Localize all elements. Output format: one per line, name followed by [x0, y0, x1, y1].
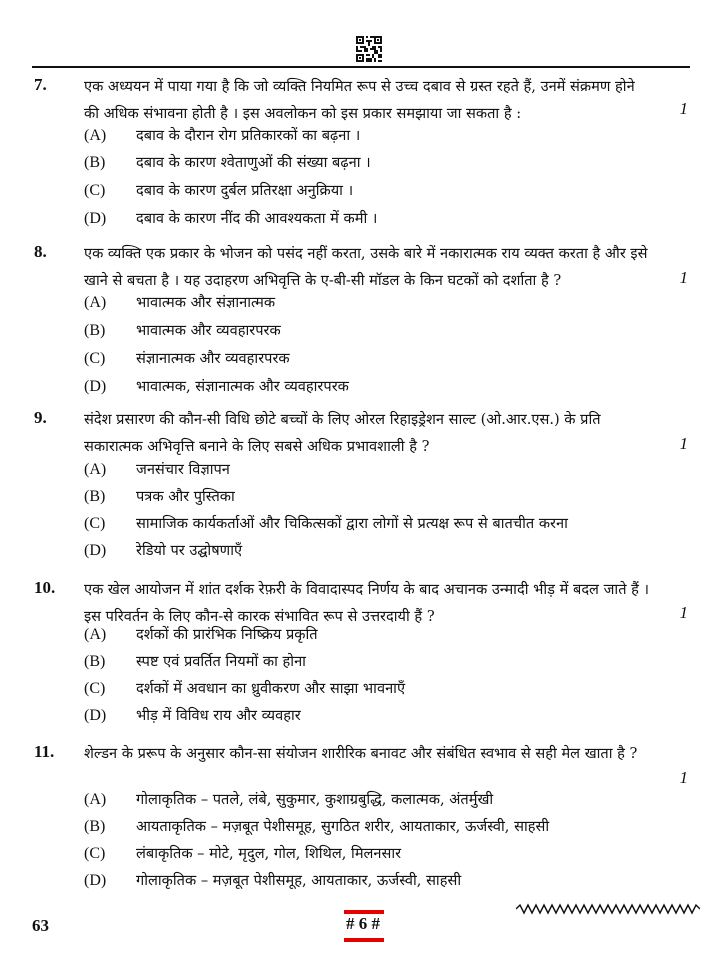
option-text: दबाव के दौरान रोग प्रतिकारकों का बढ़ना । [136, 127, 361, 144]
option-label: (B) [84, 154, 106, 171]
option-c [84, 181, 353, 201]
option-text: दबाव के कारण दुर्बल प्रतिरक्षा अनुक्रिया । [136, 182, 354, 199]
question-marks: 1 [679, 768, 688, 787]
option-label: (C) [84, 515, 106, 532]
option-label: (A) [84, 294, 107, 311]
option-a [84, 293, 275, 313]
option-text: पत्रक और पुस्तिका [136, 488, 235, 505]
question-stem: एक व्यक्ति एक प्रकार के भोजन को पसंद नहीं करता, उसके बारे में नकारात्मक राय व्यक्त करता है और इसे खाने से बचता है । यह उदाहरण अभिवृत्ति के ए-बी-सी मॉडल के किन घटकों को दर्शाता है ? [84, 245, 648, 289]
option-a [84, 126, 360, 146]
option-label: (D) [84, 707, 107, 724]
option-a [84, 625, 318, 645]
option-text: गोलाकृतिक – पतले, लंबे, सुकुमार, कुशाग्रबुद्धि, कलात्मक, अंतर्मुखी [136, 791, 494, 808]
option-b [84, 817, 549, 837]
option-d [84, 209, 377, 229]
option-label: (A) [84, 127, 107, 144]
option-label: (B) [84, 488, 106, 505]
question-marks: 1 [679, 434, 688, 453]
option-c [84, 514, 568, 534]
option-text: भीड़ में विविध राय और व्यवहार [136, 707, 301, 724]
option-text: सामाजिक कार्यकर्ताओं और चिकित्सकों द्वारा लोगों से प्रत्यक्ष रूप से बातचीत करना [136, 515, 568, 532]
question-stem: संदेश प्रसारण की कौन-सी विधि छोटे बच्चों के लिए ओरल रिहाइड्रेशन साल्ट (ओ.आर.एस.) के प्रति सकारात्मक अभिवृत्ति बनाने के लिए सबसे अधिक प्रभावशाली है ? [84, 411, 601, 455]
question-stem: शेल्डन के प्ररूप के अनुसार कौन-सा संयोजन शारीरिक बनावट और संबंधित स्वभाव से सही मेल खाता है ? [84, 745, 638, 762]
option-d [84, 871, 461, 891]
option-text: गोलाकृतिक – मज़बूत पेशीसमूह, आयताकार, ऊर्जस्वी, साहसी [136, 872, 462, 889]
qr-code-icon [356, 36, 382, 62]
option-text: आयताकृतिक – मज़बूत पेशीसमूह, सुगठित शरीर, आयताकार, ऊर्जस्वी, साहसी [136, 818, 550, 835]
option-d [84, 706, 301, 726]
option-text: दर्शकों की प्रारंभिक निष्क्रिय प्रकृति [136, 626, 318, 643]
center-mark-bottom-bar [344, 938, 384, 942]
question-stem: एक खेल आयोजन में शांत दर्शक रेफ़री के विवादास्पद निर्णय के बाद अचानक उन्मादी भीड़ में बदल जाते हैं । इस परिवर्तन के लिए कौन-से कारक संभावित रूप से उत्तरदायी हैं ? [84, 581, 650, 625]
option-b [84, 652, 306, 672]
option-text: लंबाकृतिक – मोटे, मृदुल, गोल, शिथिल, मिलनसार [136, 845, 402, 862]
option-c [84, 349, 290, 369]
option-label: (C) [84, 845, 106, 862]
option-label: (D) [84, 542, 107, 559]
option-a [84, 790, 493, 810]
option-label: (B) [84, 818, 106, 835]
option-label: (D) [84, 872, 107, 889]
question-marks: 1 [679, 268, 688, 287]
option-label: (A) [84, 791, 107, 808]
option-label: (C) [84, 350, 106, 367]
option-d [84, 377, 349, 397]
question-stem: एक अध्ययन में पाया गया है कि जो व्यक्ति नियमित रूप से उच्च दबाव से ग्रस्त रहते हैं, उनमें संक्रमण होने की अधिक संभावना होती है । इस अवलोकन को इस प्रकार समझाया जा सकता है : [84, 78, 635, 122]
option-b [84, 153, 371, 173]
option-label: (A) [84, 461, 107, 478]
option-text: दबाव के कारण श्वेताणुओं की संख्या बढ़ना । [136, 154, 371, 171]
question-number: 7. [34, 75, 47, 94]
option-text: दबाव के कारण नींद की आवश्यकता में कमी । [136, 210, 378, 227]
question-number: 11. [34, 742, 55, 761]
question-number: 10. [34, 578, 56, 597]
wavy-line-decoration [516, 902, 700, 916]
question-marks: 1 [679, 603, 688, 622]
question-number: 8. [34, 242, 47, 261]
option-d [84, 541, 242, 561]
option-a [84, 460, 230, 480]
option-c [84, 844, 401, 864]
option-text: दर्शकों में अवधान का ध्रुवीकरण और साझा भावनाएँ [136, 680, 406, 697]
option-label: (B) [84, 653, 106, 670]
option-text: भावात्मक और व्यवहारपरक [136, 322, 281, 339]
option-text: रेडियो पर उद्घोषणाएँ [136, 542, 243, 559]
option-text: संज्ञानात्मक और व्यवहारपरक [136, 350, 290, 367]
option-b [84, 487, 235, 507]
option-b [84, 321, 281, 341]
option-text: स्पष्ट एवं प्रवर्तित नियमों का होना [136, 653, 306, 670]
option-label: (C) [84, 680, 106, 697]
question-number: 9. [34, 408, 47, 427]
option-text: जनसंचार विज्ञापन [136, 461, 230, 478]
option-label: (D) [84, 210, 107, 227]
center-page-mark: # 6 # [346, 914, 380, 933]
page-number: 63 [32, 916, 49, 935]
option-label: (A) [84, 626, 107, 643]
option-text: भावात्मक और संज्ञानात्मक [136, 294, 276, 311]
option-c [84, 679, 405, 699]
question-marks: 1 [679, 99, 688, 118]
option-label: (B) [84, 322, 106, 339]
header-rule [32, 66, 690, 68]
option-label: (C) [84, 182, 106, 199]
option-text: भावात्मक, संज्ञानात्मक और व्यवहारपरक [136, 378, 349, 395]
option-label: (D) [84, 378, 107, 395]
